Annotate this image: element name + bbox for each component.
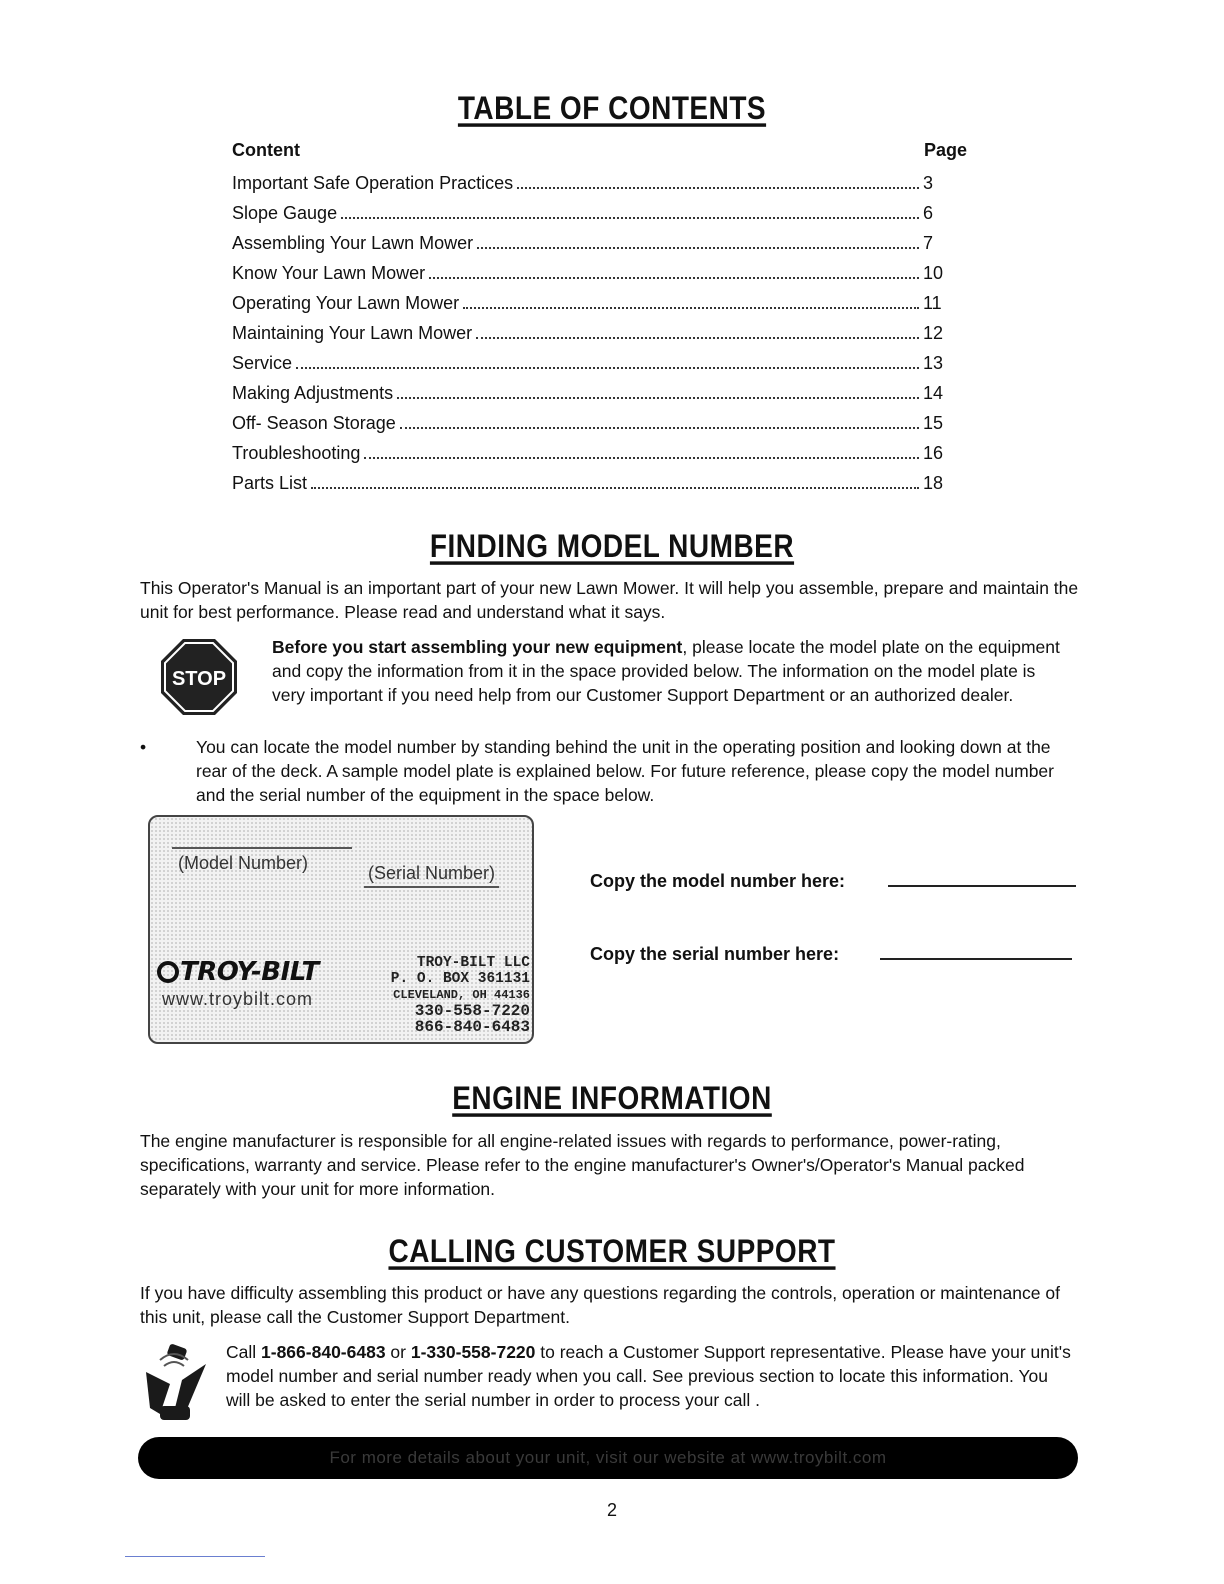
plate-divider <box>172 847 352 849</box>
toc-entry-title: Maintaining Your Lawn Mower <box>232 323 473 343</box>
finding-intro: This Operator's Manual is an important part of your new Lawn Mower. It will help you assemble, prepare and maintain the unit for best performance. Please read and understand what it says. <box>140 578 1079 622</box>
toc-entry <box>232 438 967 468</box>
toc-leader-dots <box>296 367 919 369</box>
toc-leader-dots <box>397 397 919 399</box>
copy-model-label: Copy the model number here: <box>590 871 846 891</box>
plate-city: CLEVELAND, OH 44136 <box>393 988 530 1002</box>
troybilt-logo-text: TROY-BILT <box>180 957 319 987</box>
toc-entry-title: Off- Season Storage <box>232 413 396 433</box>
plate-website: www.troybilt.com <box>162 989 314 1009</box>
toc-entry-page: 11 <box>923 293 942 313</box>
plate-company: TROY-BILT LLC <box>416 955 530 971</box>
toc-leader-dots <box>476 337 919 339</box>
bottom-rule <box>125 1556 265 1557</box>
toc-col-page: Page <box>923 140 967 160</box>
serial-number-blank <box>880 958 1072 960</box>
model-number-blank <box>888 885 1076 887</box>
toc-entry-page: 18 <box>923 473 944 493</box>
customer-support-title: CALLING CUSTOMER SUPPORT <box>388 1233 836 1269</box>
toc-entry-title: Making Adjustments <box>232 383 394 403</box>
toc-entry <box>232 468 967 498</box>
toc-entry <box>232 258 967 288</box>
toc-entry <box>232 228 967 258</box>
toc-entry-page: 16 <box>923 443 944 463</box>
toc-col-content: Content <box>232 140 300 160</box>
copy-serial-label: Copy the serial number here: <box>590 944 840 964</box>
toc-entry-page: 13 <box>923 353 944 373</box>
toc-entry-page: 7 <box>923 233 934 253</box>
toc-entry-page: 10 <box>923 263 944 283</box>
plate-phone1: 330-558-7220 <box>414 1002 530 1020</box>
support-phone-2: 1-330-558-7220 <box>410 1342 536 1362</box>
toc-entry-title: Slope Gauge <box>232 203 338 223</box>
svg-text:STOP: STOP <box>171 668 227 690</box>
sample-model-plate <box>148 815 534 1044</box>
toc-leader-dots <box>429 277 919 279</box>
toc-leader-dots <box>463 307 919 309</box>
toc-list <box>232 168 967 498</box>
telephone-handset-icon <box>140 1342 212 1426</box>
toc-header <box>232 140 967 168</box>
plate-pobox: P. O. BOX 361131 <box>390 971 530 987</box>
toc-entry-page: 6 <box>923 203 934 223</box>
plate-serial-label: (Serial Number) <box>364 863 499 888</box>
toc-leader-dots <box>477 247 919 249</box>
call-prefix: Call <box>226 1342 262 1362</box>
toc-entry <box>232 288 967 318</box>
toc-entry-page: 3 <box>923 173 934 193</box>
stop-sign-icon <box>160 638 238 716</box>
toc-entry <box>232 408 967 438</box>
toc-entry-title: Parts List <box>232 473 308 493</box>
stop-notice-bold: Before you start assembling your new equipment <box>272 637 683 657</box>
toc-leader-dots <box>311 487 919 489</box>
toc-entry-title: Assembling Your Lawn Mower <box>232 233 474 253</box>
support-intro: If you have difficulty assembling this product or have any questions regarding the controls, operation or maintenance of this unit, please call the Customer Support Department. <box>140 1283 1060 1327</box>
toc-entry <box>232 378 967 408</box>
bullet-marker: • <box>140 737 147 757</box>
toc-leader-dots <box>341 217 919 219</box>
support-phone-1: 1-866-840-6483 <box>261 1342 386 1362</box>
plate-address-block <box>382 955 530 1035</box>
engine-info-title: ENGINE INFORMATION <box>452 1080 772 1116</box>
toc-title: TABLE OF CONTENTS <box>457 90 767 126</box>
troybilt-logo <box>156 957 319 987</box>
support-call-text <box>226 1340 1076 1412</box>
plate-model-label: (Model Number) <box>178 853 309 873</box>
engine-info-text: The engine manufacturer is responsible for all engine-related issues with regards to performance, power-rating, specifications, warranty and service. Please refer to the engine manufacturer's Owner's/Operator's Manual packed separately with your unit for more information. <box>140 1131 1025 1199</box>
toc-leader-dots <box>364 457 919 459</box>
plate-phone2: 866-840-6483 <box>414 1018 530 1036</box>
stop-notice <box>272 635 1072 707</box>
call-or: or <box>385 1342 411 1362</box>
table-of-contents <box>232 140 967 498</box>
website-banner: For more details about your unit, visit our website at www.troybilt.com <box>138 1437 1078 1479</box>
toc-entry-title: Troubleshooting <box>232 443 361 463</box>
call-rest: to reach a Customer Support representative. Please have your unit's model number and serial number ready when you call. See previous section to locate this information. You will be asked to enter the serial number in order to process your call . <box>226 1342 1071 1410</box>
toc-entry <box>232 348 967 378</box>
toc-entry-title: Operating Your Lawn Mower <box>232 293 460 313</box>
toc-entry-page: 15 <box>923 413 944 433</box>
page-number: 2 <box>606 1500 617 1520</box>
toc-entry <box>232 318 967 348</box>
stop-notice-text: , please locate the model plate on the equipment and copy the information from it in the space provided below. The information on the model plate is very important if you need help from our Customer Support Department or an authorized dealer. <box>272 637 1060 705</box>
toc-entry-page: 14 <box>923 383 944 403</box>
finding-model-title: FINDING MODEL NUMBER <box>429 528 795 564</box>
locate-model-instructions: You can locate the model number by standing behind the unit in the operating position and looking down at the rear of the deck. A sample model plate is explained below. For future reference, please copy the model number and the serial number of the equipment in the space below. <box>196 737 1054 805</box>
toc-leader-dots <box>517 187 919 189</box>
toc-entry-page: 12 <box>923 323 944 343</box>
toc-entry-title: Know Your Lawn Mower <box>232 263 426 283</box>
toc-entry <box>232 198 967 228</box>
troybilt-logo-ring-icon <box>156 960 180 984</box>
toc-entry-title: Service <box>232 353 293 373</box>
toc-leader-dots <box>400 427 919 429</box>
toc-entry-title: Important Safe Operation Practices <box>232 173 514 193</box>
toc-entry <box>232 168 967 198</box>
